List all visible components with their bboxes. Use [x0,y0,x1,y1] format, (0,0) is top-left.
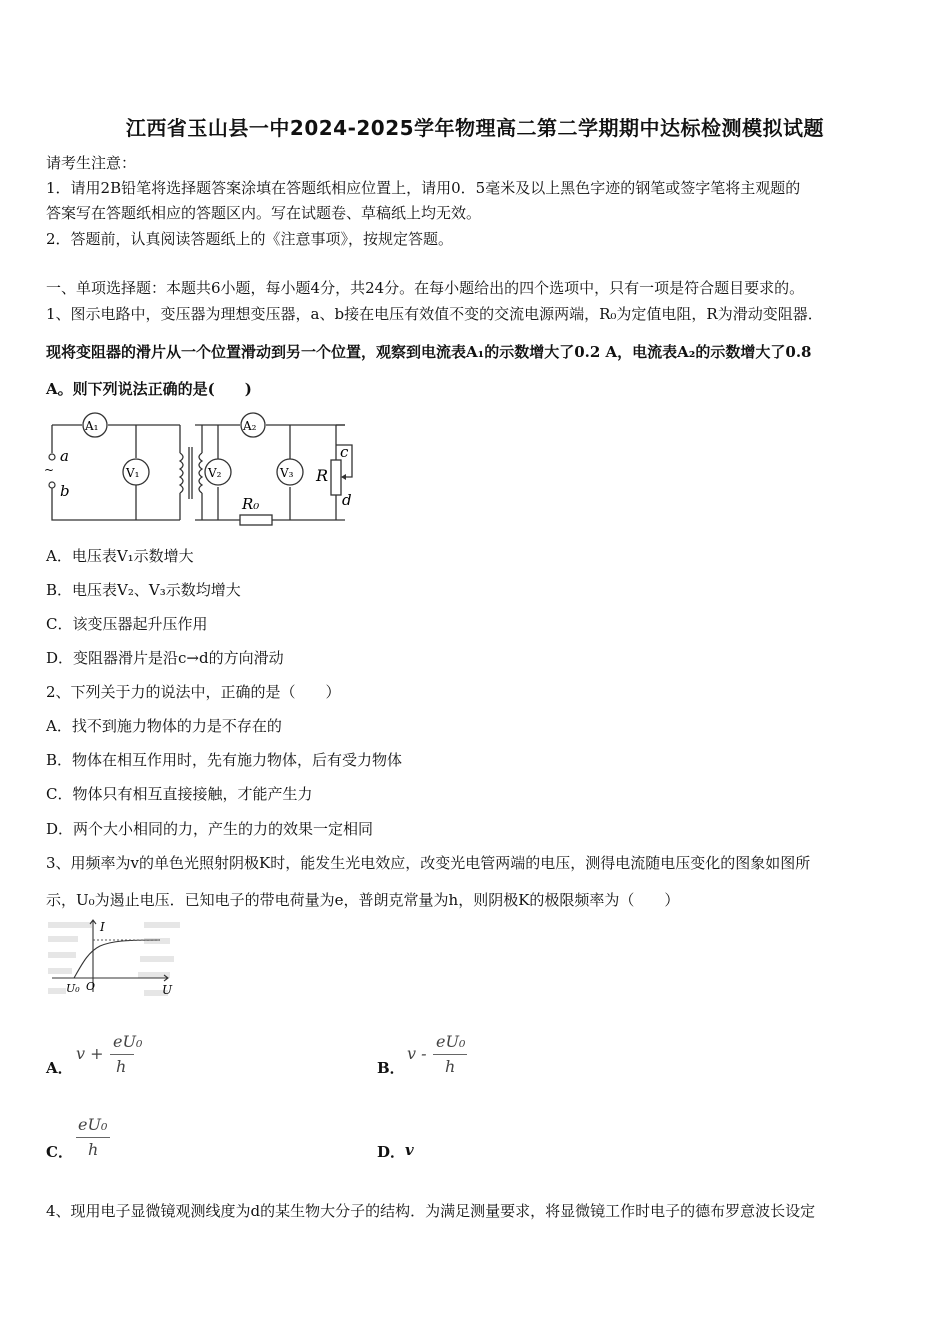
ammeter-a1-label: A₁ [85,419,99,433]
notice-line-1a: 1．请用2B铅笔将选择题答案涂填在答题纸相应位置上，请用0．5毫米及以上黑色字迹的钢笔或签字笔将主观题的 [46,179,801,197]
q2-option-b: B．物体在相互作用时，先有施力物体，后有受力物体 [46,751,403,769]
q3-option-b-label: B． [377,1059,405,1077]
q2-option-c: C．物体只有相互直接接触，才能产生力 [46,785,313,803]
slider-d-label: d [342,491,352,509]
terminal-a-label: a [60,447,69,465]
q3-option-b-denominator: h [445,1057,456,1076]
terminal-b-label: b [60,482,70,500]
q3-option-b-numerator: eU₀ [436,1032,466,1051]
q1-stem-line-1: 1、图示电路中，变压器为理想变压器，a、b接在电压有效值不变的交流电源两端，R₀为定值电阻，R为滑动变阻器． [46,305,823,323]
transformer-circuit-diagram [40,405,370,530]
q3-option-a-prefix: v + [76,1044,104,1063]
section-heading: 一、单项选择题：本题共6小题，每小题4分，共24分。在每小题给出的四个选项中，只有一项是符合题目要求的。 [46,279,805,297]
q3-option-a-denominator: h [116,1057,127,1076]
q3-option-d-label: D． [377,1143,406,1161]
graph-origin-label: O [86,980,96,993]
q2-stem: 2、下列关于力的说法中，正确的是（ ） [46,683,341,701]
q3-option-c-expression [76,1115,126,1163]
q3-option-b-prefix: v - [407,1044,427,1063]
notice-heading: 请考生注意： [46,154,137,172]
notice-line-2: 2．答题前，认真阅读答题纸上的《注意事项》，按规定答题。 [46,230,454,248]
q4-stem-line-1: 4、现用电子显微镜观测线度为d的某生物大分子的结构．为满足测量要求，将显微镜工作时电子的德布罗意波长设定 [46,1202,816,1220]
q3-option-c-denominator: h [88,1140,99,1159]
q3-option-c-numerator: eU₀ [78,1115,108,1134]
q1-stem-line-2: 现将变阻器的滑片从一个位置滑动到另一个位置，观察到电流表A₁的示数增大了0.2 A，电流表A₂的示数增大了0.8 [46,343,812,361]
q3-option-d-value: v [405,1141,414,1159]
slider-c-label: c [340,443,349,461]
q3-stem-line-2: 示，U₀为遏止电压．已知电子的带电荷量为e，普朗克常量为h，则阴极K的极限频率为（ ） [46,891,680,909]
q1-option-d: D．变阻器滑片是沿c→d的方向滑动 [46,649,284,667]
q3-option-c-label: C． [46,1143,73,1161]
rheostat-r-label: R [316,466,329,485]
graph-u0-label: U₀ [66,982,80,995]
q2-option-d: D．两个大小相同的力，产生的力的效果一定相同 [46,820,374,838]
resistor-r0-label: R₀ [242,495,260,513]
ammeter-a2-label: A₂ [243,419,257,433]
q1-option-c: C．该变压器起升压作用 [46,615,208,633]
notice-line-1b: 答案写在答题纸相应的答题区内。写在试题卷、草稿纸上均无效。 [46,204,482,222]
page-title: 江西省玉山县一中2024-2025学年物理高二第二学期期中达标检测模拟试题 [125,116,825,140]
q1-option-a: A．电压表V₁示数增大 [46,547,194,565]
voltmeter-v2-label: V₂ [208,466,222,480]
graph-axis-i-label: I [100,920,105,934]
ac-source-symbol: ~ [44,463,55,477]
photoelectric-iu-graph [44,916,184,1001]
q3-option-a-label: A． [46,1059,73,1077]
q2-option-a: A．找不到施力物体的力是不存在的 [46,717,282,735]
q3-option-b-expression [407,1032,477,1080]
graph-axis-u-label: U [162,983,173,997]
q1-stem-line-3: A。则下列说法正确的是( ) [46,380,252,398]
q1-option-b: B．电压表V₂、V₃示数均增大 [46,581,241,599]
q3-option-a-numerator: eU₀ [113,1032,143,1051]
voltmeter-v3-label: V₃ [280,466,294,480]
q3-stem-line-1: 3、用频率为v的单色光照射阴极K时，能发生光电效应，改变光电管两端的电压，测得电流随电压变化的图象如图所 [46,854,811,872]
voltmeter-v1-label: V₁ [126,466,140,480]
q3-option-a-expression [76,1032,146,1080]
